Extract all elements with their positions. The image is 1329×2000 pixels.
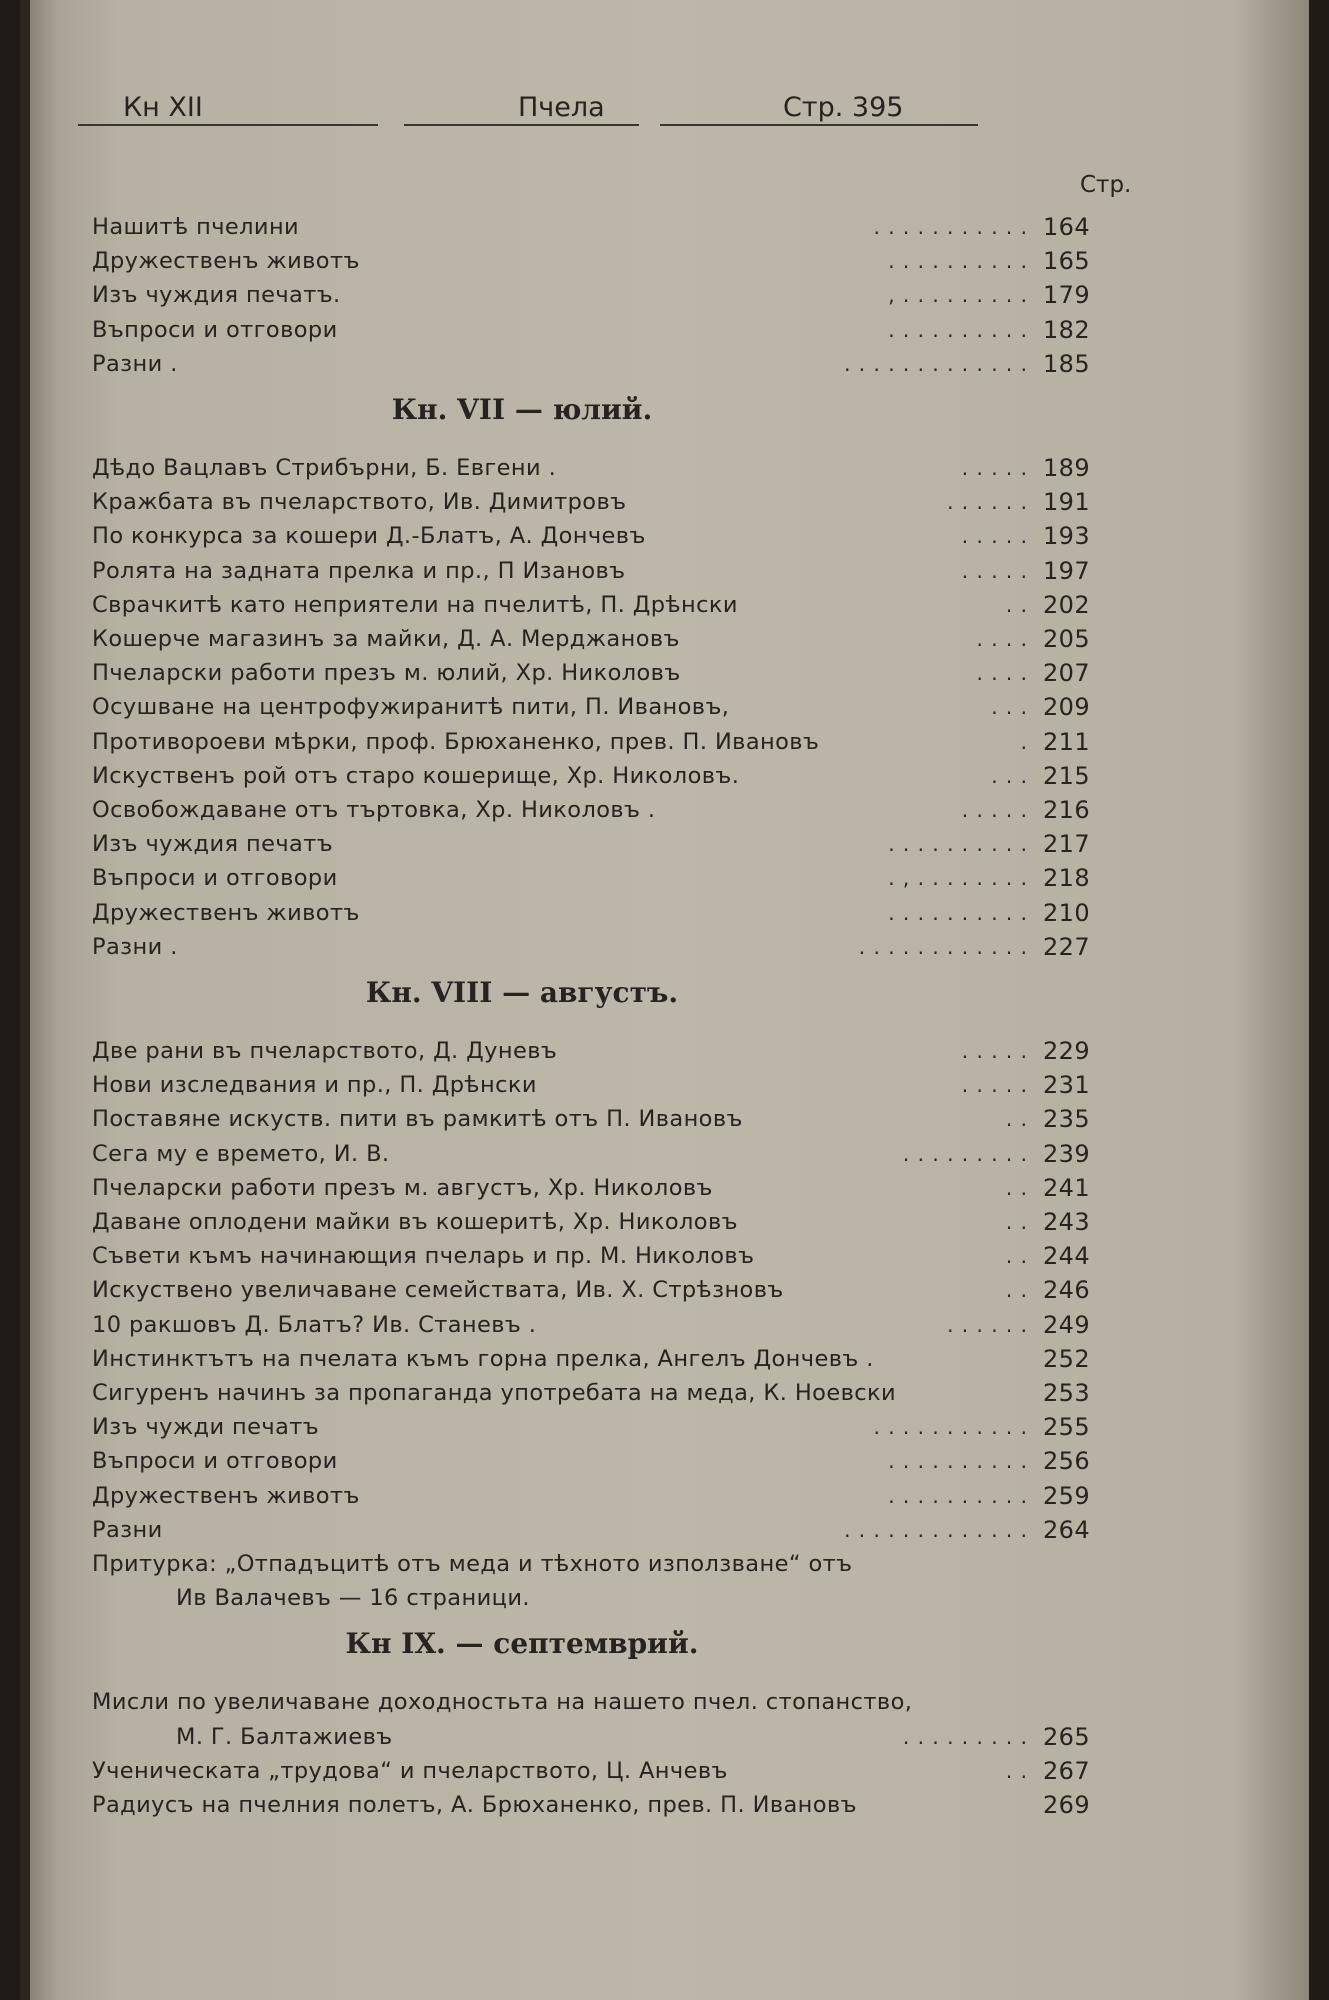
toc-entry — [92, 519, 1112, 553]
toc-leader-dots: . . . . . . . . . . — [888, 249, 1028, 274]
header-rule-center — [404, 124, 639, 126]
toc-leader-dots: . . . . . . . . . — [902, 1141, 1028, 1166]
toc-entry-title: Сега му е времето, И. В. — [92, 1140, 390, 1167]
toc-entry-page: 185 — [1042, 349, 1090, 378]
header-page-number: Стр. 395 — [783, 92, 904, 123]
toc-entry-title: Разни . — [92, 350, 178, 377]
toc-entry — [92, 1754, 1112, 1788]
header-rule-left — [78, 124, 378, 126]
toc-entry-page: 165 — [1042, 247, 1090, 276]
toc-entry — [92, 313, 1112, 347]
toc-leader-dots: . . . . . . . . . . — [888, 1449, 1028, 1474]
toc-entry — [92, 1479, 1112, 1513]
toc-entry-title: Пчеларски работи презъ м. августъ, Хр. Николовъ — [92, 1174, 713, 1201]
toc-entry-page: 164 — [1042, 213, 1090, 241]
toc-entry-page: 218 — [1042, 864, 1090, 893]
toc-entry-page: 256 — [1042, 1447, 1090, 1476]
toc-entry-page: 253 — [1042, 1379, 1090, 1407]
toc-entry-title: Сврачкитѣ като неприятели на пчелитѣ, П. Дрѣнски — [92, 591, 738, 618]
toc-entry-page: 216 — [1042, 796, 1090, 824]
toc-entry-title: Ролята на задната прелка и пр., П Изановъ — [92, 557, 626, 584]
toc-leader-dots: , . . . . . . . . . — [888, 283, 1028, 308]
book-page — [20, 0, 1309, 2000]
toc-entry — [92, 1239, 1112, 1273]
toc-entry-page: 239 — [1042, 1139, 1090, 1168]
toc-entry — [92, 1444, 1112, 1478]
toc-entry-title: Противороеви мѣрки, проф. Брюханенко, прев. П. Ивановъ — [92, 728, 820, 755]
toc-entry — [92, 1342, 1112, 1376]
toc-entry-title: Ив Валачевъ — 16 страници. — [176, 1585, 530, 1612]
toc-entry-page: 241 — [1042, 1173, 1090, 1202]
toc-entry-page: 252 — [1042, 1344, 1090, 1373]
toc-entry — [92, 1171, 1112, 1205]
toc-entry — [92, 1205, 1112, 1239]
toc-entry — [92, 690, 1112, 724]
toc-entry-title: Дружественъ животъ — [92, 248, 360, 275]
toc-leader-dots: . . . . . . . . . . . — [873, 1415, 1028, 1440]
toc-entry-title: Инстинктътъ на пчелата къмъ горна прелка, Ангелъ Дончевъ . — [92, 1345, 874, 1372]
toc-leader-dots: . . . . . — [961, 798, 1028, 822]
toc-entry-page: 209 — [1042, 693, 1090, 722]
toc-entry-title: Въпроси и отговори — [92, 865, 338, 892]
toc-entry-page: 259 — [1042, 1481, 1090, 1510]
toc-leader-dots: . . . . . — [961, 456, 1028, 480]
toc-leader-dots: . . . . . . . . . . — [888, 832, 1028, 857]
toc-leader-dots: . . . — [991, 695, 1028, 720]
toc-entry-page: 227 — [1042, 932, 1090, 961]
toc-entry — [92, 1376, 1112, 1410]
section-heading: Кн. VIII — августъ. — [365, 976, 679, 1009]
toc-entry — [92, 210, 1112, 244]
toc-leader-dots: . . . . — [976, 627, 1028, 651]
toc-leader-dots: . . — [1005, 1244, 1028, 1269]
toc-entry-title: Дружественъ животъ — [92, 1482, 360, 1509]
toc-leader-dots: . . . . . . . . . . . . — [858, 934, 1028, 959]
toc-entry — [92, 622, 1112, 656]
toc-entry-title: Разни — [92, 1516, 163, 1543]
toc-leader-dots: . . . . . — [961, 1073, 1028, 1098]
toc-leader-dots: . . . . . . . . . . — [888, 317, 1028, 342]
toc-entry — [92, 725, 1112, 759]
toc-entry — [92, 347, 1112, 381]
toc-leader-dots: . . . . . . . . . . — [888, 900, 1028, 925]
toc-entry-title: Въпроси и отговори — [92, 1448, 338, 1475]
toc-entry-title: Разни . — [92, 933, 178, 960]
toc-entry-title: Радиусъ на пчелния полетъ, А. Брюханенко, прев. П. Ивановъ — [92, 1792, 857, 1818]
toc-entry — [92, 1410, 1112, 1444]
toc-entry-page: 265 — [1042, 1722, 1090, 1751]
toc-entry-page: 235 — [1042, 1105, 1090, 1134]
toc-entry — [92, 793, 1112, 827]
page-column-label: Стр. — [1080, 172, 1132, 198]
toc-leader-dots: . . — [1005, 1278, 1028, 1303]
toc-entry-page: 197 — [1042, 556, 1090, 585]
toc-leader-dots: . . . . . . — [947, 1312, 1028, 1337]
toc-entry — [92, 861, 1112, 895]
toc-entry — [92, 278, 1112, 312]
toc-leader-dots: . . . . . . . . . . . — [873, 215, 1028, 239]
toc-entry-title: Сигуренъ начинъ за пропаганда употребата на меда, К. Ноевски — [92, 1380, 897, 1406]
toc-entry — [92, 827, 1112, 861]
toc-entry-title: Съвети къмъ начинающия пчеларь и пр. М. Николовъ — [92, 1243, 755, 1270]
toc-leader-dots: . . . — [991, 763, 1028, 788]
toc-entry-page: 231 — [1042, 1071, 1090, 1100]
toc-entry-page: 193 — [1042, 522, 1090, 551]
toc-entry — [92, 1308, 1112, 1342]
toc-leader-dots: . , . . . . . . . . — [888, 866, 1028, 891]
book-spine — [20, 0, 30, 2000]
toc-entry — [92, 1273, 1112, 1307]
toc-entry-page: 205 — [1042, 625, 1090, 653]
toc-entry — [92, 244, 1112, 278]
header-rule-right — [660, 124, 978, 126]
toc-entry-title: Ученическата „трудова“ и пчеларството, Ц. Анчевъ — [92, 1757, 728, 1784]
toc-leader-dots: . . — [1005, 1758, 1028, 1783]
toc-entry-page: 264 — [1042, 1515, 1090, 1544]
toc-entry-title: Мисли по увеличаване доходностьта на нашето пчел. стопанство, — [92, 1689, 913, 1716]
toc-entry-page: 267 — [1042, 1756, 1090, 1785]
toc-entry-title: М. Г. Балтажиевъ — [176, 1723, 393, 1750]
toc-entry — [92, 759, 1112, 793]
toc-entry-title: Нови изследвания и пр., П. Дрѣнски — [92, 1072, 537, 1099]
toc-entry-page: 179 — [1042, 281, 1090, 310]
toc-leader-dots: . . . . — [976, 661, 1028, 686]
toc-leader-dots: . . — [1005, 592, 1028, 617]
toc-entry-title: Кошерче магазинъ за майки, Д. А. Мерджановъ — [92, 626, 680, 652]
toc-entry — [92, 1581, 1112, 1615]
header-title: Пчела — [518, 92, 605, 123]
toc-entry — [92, 1513, 1112, 1547]
toc-entry-page: 202 — [1042, 590, 1090, 619]
toc-entry — [92, 1137, 1112, 1171]
toc-entry-page: 215 — [1042, 761, 1090, 790]
toc-entry-page: 229 — [1042, 1037, 1090, 1065]
toc-entry-page: 269 — [1042, 1791, 1090, 1819]
toc-entry-page: 255 — [1042, 1413, 1090, 1442]
toc-entry-page: 182 — [1042, 315, 1090, 344]
toc-leader-dots: . . — [1005, 1175, 1028, 1200]
toc-leader-dots: . . . . . . . . . . . . . — [844, 1517, 1028, 1542]
toc-entry-title: Изъ чужди печатъ — [92, 1414, 320, 1441]
toc-entry-page: 246 — [1042, 1276, 1090, 1305]
toc-entry-title: Поставяне искуств. пити въ рамкитѣ отъ П. Ивановъ — [92, 1106, 743, 1133]
toc-entry — [92, 1788, 1112, 1822]
toc-entry — [92, 930, 1112, 964]
toc-entry — [92, 1102, 1112, 1136]
toc-entry-title: Кражбата въ пчеларството, Ив. Димитровъ — [92, 489, 627, 516]
toc-leader-dots: . . . . . — [961, 1039, 1028, 1063]
toc-entry — [92, 588, 1112, 622]
toc-entry-page: 210 — [1042, 898, 1090, 927]
toc-leader-dots: . — [1020, 729, 1028, 754]
toc-entry — [92, 1034, 1112, 1068]
toc-entry-title: Въпроси и отговори — [92, 316, 338, 343]
toc-entry-title: Искуствено увеличаване семействата, Ив. Х. Стрѣзновъ — [92, 1277, 784, 1304]
toc-entry-page: 217 — [1042, 830, 1090, 859]
toc-entry-title: Даване оплодени майки въ кошеритѣ, Хр. Николовъ — [92, 1209, 738, 1235]
section-heading: Кн. VII — юлий. — [391, 393, 653, 426]
toc-entry — [92, 1068, 1112, 1102]
toc-entry-title: Нашитѣ пчелини — [92, 214, 300, 240]
toc-leader-dots: . . — [1005, 1107, 1028, 1132]
toc-entry-title: Искуственъ рой отъ старо кошерище, Хр. Николовъ. — [92, 762, 740, 789]
toc-entry-page: 211 — [1042, 727, 1090, 756]
toc-entry-page: 244 — [1042, 1242, 1090, 1271]
toc-leader-dots: . . — [1005, 1210, 1028, 1234]
toc-entry-title: Пчеларски работи презъ м. юлий, Хр. Николовъ — [92, 660, 681, 687]
toc-entry — [92, 1685, 1112, 1719]
toc-leader-dots: . . . . . — [961, 558, 1028, 583]
toc-entry-title: Дружественъ животъ — [92, 899, 360, 926]
toc-entry — [92, 485, 1112, 519]
toc-entry — [92, 896, 1112, 930]
toc-entry-title: Изъ чуждия печатъ. — [92, 282, 341, 309]
toc-leader-dots: . . . . . . — [947, 490, 1028, 515]
toc-entry-title: Две рани въ пчеларството, Д. Дуневъ — [92, 1038, 558, 1064]
toc-entry-title: Изъ чуждия печатъ — [92, 831, 334, 858]
toc-entry-page: 207 — [1042, 659, 1090, 688]
toc-entry-title: Освобождаване отъ търтовка, Хр. Николовъ . — [92, 797, 656, 823]
header-volume: Кн XII — [123, 92, 203, 123]
toc-entry-page: 189 — [1042, 454, 1090, 482]
toc-entry-page: 191 — [1042, 488, 1090, 517]
section-heading: Кн IX. — септемврий. — [345, 1627, 699, 1661]
toc-entry — [92, 1547, 1112, 1581]
toc-entry-title: Дѣдо Вацлавъ Стрибърни, Б. Евгени . — [92, 455, 557, 481]
toc-entry-title: Осушване на центрофужиранитѣ пити, П. Ивановъ, — [92, 694, 730, 721]
toc-entry-title: По конкурса за кошери Д.-Блатъ, А. Дончевъ — [92, 523, 646, 550]
toc-entry — [92, 656, 1112, 690]
toc-entry — [92, 1720, 1112, 1754]
toc-leader-dots: . . . . . . . . . . . . . — [844, 351, 1028, 376]
toc-leader-dots: . . . . . — [961, 524, 1028, 549]
toc-entry-title: 10 ракшовъ Д. Блатъ? Ив. Станевъ . — [92, 1311, 537, 1338]
toc-entry-page: 249 — [1042, 1310, 1090, 1339]
toc-leader-dots: . . . . . . . . . — [902, 1724, 1028, 1749]
toc-entry-title: Притурка: „Отпадъцитѣ отъ меда и тѣхното използване“ отъ — [92, 1551, 853, 1577]
toc-leader-dots: . . . . . . . . . . — [888, 1483, 1028, 1508]
toc-entry-page: 243 — [1042, 1208, 1090, 1236]
toc-entry — [92, 451, 1112, 485]
toc-entry — [92, 554, 1112, 588]
